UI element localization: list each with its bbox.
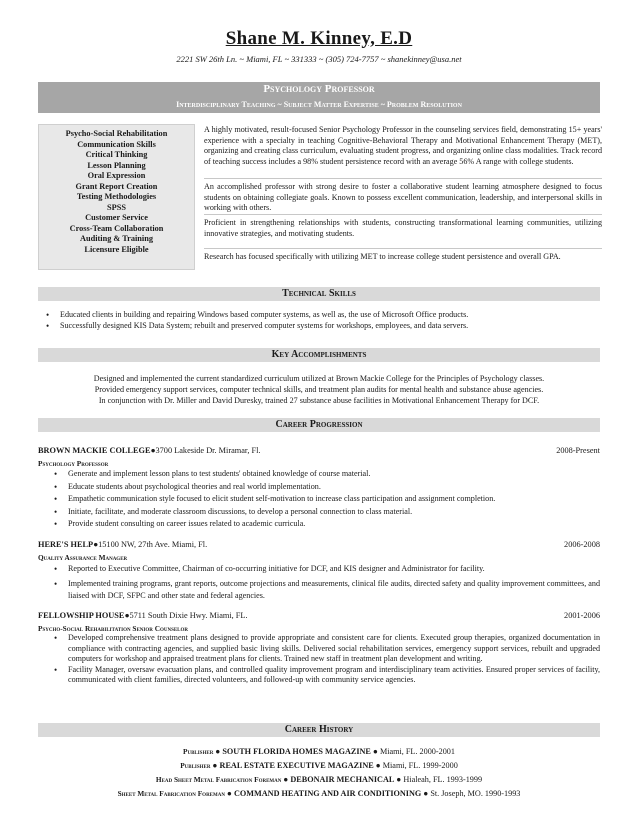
list-item: • Provide student consulting on career issues related to academic curricula. — [46, 519, 600, 530]
job-header: HERE'S HELP●15100 NW, 27th Ave. Miami, Fl. 2006-2008 — [38, 540, 600, 549]
list-item: • Reported to Executive Committee, Chairman of co-occurring initiative for DCF, and KIS designer and Administrator for facility. — [46, 563, 600, 576]
technical-skills-header — [38, 287, 600, 301]
skill-item: Communication Skills — [77, 139, 156, 149]
company-address: 3700 Lakeside Dr. Miramar, Fl. — [155, 446, 261, 455]
history-company: DEBONAIR MECHANICAL — [290, 775, 395, 784]
skill-item: Oral Expression — [87, 171, 146, 180]
career-history-header — [38, 723, 600, 737]
job-dates: 2001-2006 — [564, 611, 600, 620]
company-address: 15100 NW, 27th Ave. Miami, Fl. — [98, 540, 208, 549]
technical-skills-list — [38, 310, 600, 331]
key-accomplishments-header — [38, 348, 600, 362]
skill-item: Critical Thinking — [85, 150, 148, 159]
profile-subtitle: Interdisciplinary Teaching ~ Subject Matter Expertise ~ Problem Resolution — [176, 100, 462, 109]
company-address: 5711 South Dixie Hwy. Miami, FL. — [129, 611, 248, 620]
history-location-dates: Miami, FL. 1999-2000 — [382, 761, 458, 770]
profile-title: Psychology Professor — [263, 83, 375, 95]
candidate-name: Shane M. Kinney, E.D — [225, 28, 413, 49]
skill-item: Licensure Eligible — [84, 244, 149, 254]
job-header: BROWN MACKIE COLLEGE●3700 Lakeside Dr. Miramar, Fl. 2008-Present — [38, 446, 600, 455]
history-entry: Head Sheet Metal Fabrication Foreman ● DEBONAIR MECHANICAL ● Hialeah, FL. 1993-1999 — [155, 775, 483, 784]
summary-paragraph: Research has focused specifically with utilizing MET to increase college student persistence and overall GPA. — [204, 252, 561, 261]
history-location-dates: Hialeah, FL. 1993-1999 — [403, 775, 483, 784]
list-item: • Implemented training programs, grant reports, outcome projections and measurements, clinical file audits, directed safety and quality improvement committees, and liaised with DCF, SFPC and other state and federal agencies. — [46, 578, 600, 603]
history-company: COMMAND HEATING AND AIR CONDITIONING — [234, 789, 422, 798]
history-location-dates: Miami, FL. 2000-2001 — [379, 747, 455, 756]
history-title: Head Sheet Metal Fabrication Foreman — [155, 775, 282, 784]
company-name: FELLOWSHIP HOUSE — [38, 611, 125, 620]
summary-paragraph: A highly motivated, result-focused Senior Psychology Professor in the counseling services field, demonstrating 15+ years' experience with a specialty in teaching Cognitive-Behavioral Therapy and Motivational Enhancement Therapy (MET), organizing and creating class curriculum, evaluating student progress, and organizing online class modalities. Track record of teaching success includes a 98% student persistence record with an average 56% A range with college students. — [204, 125, 602, 166]
career-progression-header — [38, 418, 600, 432]
history-title: Sheet Metal Fabrication Foreman — [117, 789, 225, 798]
skills-box — [38, 124, 195, 270]
section-heading: Career Progression — [275, 419, 363, 430]
history-company: SOUTH FLORIDA HOMES MAGAZINE — [222, 747, 371, 756]
history-title: Publisher — [183, 747, 214, 756]
company-name: HERE'S HELP — [38, 540, 94, 549]
skill-item: Lesson Planning — [87, 160, 146, 170]
job-duties-list — [46, 633, 600, 686]
history-entry: Sheet Metal Fabrication Foreman ● COMMAND HEATING AND AIR CONDITIONING ● St. Joseph, MO. 1990-1993 — [117, 789, 521, 798]
skill-item: Grant Report Creation — [75, 181, 158, 191]
list-item: • Developed comprehensive treatment plans designed to provide appropriate and consistent care for clients. Executed group therapies, organized documentation in compliance with contracting agencies, and supplied basic living skills. Delivered social rehabilitation services, emergency support services, rebuilt and upgraded computers for workshop and appraised treatment plans for clients. Trained new staff in treatment plan development and writing. — [46, 633, 600, 665]
accomplishment-line: Provided emergency support services, computer technical skills, and treatment plan audits for mental health and substance abuse agencies. — [94, 385, 544, 394]
job-role: Psycho-Social Rehabilitation Senior Counselor — [38, 624, 189, 633]
list-item: • Empathetic communication style focused to elicit student self-motivation to increase class participation and assignment completion. — [46, 494, 600, 505]
summary-paragraph: Proficient in strengthening relationships with students, constructing transformational learning communities, utilizing innovative strategies, and motivating students. — [204, 218, 602, 238]
job-header: FELLOWSHIP HOUSE●5711 South Dixie Hwy. Miami, FL. 2001-2006 — [38, 611, 600, 620]
job-dates: 2008-Present — [556, 446, 600, 455]
history-entry: Publisher ● SOUTH FLORIDA HOMES MAGAZINE ● Miami, FL. 2000-2001 — [183, 747, 455, 756]
job-duties-list — [46, 469, 600, 530]
list-item: • Educated clients in building and repairing Windows based computer systems, as well as, the use of Microsoft Office products. — [38, 310, 600, 321]
history-company: REAL ESTATE EXECUTIVE MAGAZINE — [219, 761, 374, 770]
skill-item: SPSS — [107, 202, 126, 212]
skill-item: Psycho-Social Rehabilitation — [65, 129, 168, 138]
job-role: Quality Assurance Manager — [38, 553, 128, 562]
history-entry: Publisher ● REAL ESTATE EXECUTIVE MAGAZINE ● Miami, FL. 1999-2000 — [180, 761, 458, 770]
divider — [204, 178, 602, 179]
job-role: Psychology Professor — [38, 459, 109, 468]
list-item: • Successfully designed KIS Data System; rebuilt and preserved computer systems for workshops, employees, and data servers. — [38, 321, 600, 332]
company-name: BROWN MACKIE COLLEGE — [38, 446, 151, 455]
skill-item: Cross-Team Collaboration — [69, 223, 164, 233]
skill-item: Auditing & Training — [79, 234, 153, 243]
divider — [204, 248, 602, 249]
skill-item: Customer Service — [85, 213, 148, 222]
accomplishment-line: Designed and implemented the current standardized curriculum utilized at Brown Mackie College for the Principles of Psychology classes. — [93, 374, 545, 383]
section-heading: Career History — [284, 724, 354, 735]
list-item: • Generate and implement lesson plans to test students' obtained knowledge of course material. — [46, 469, 600, 480]
skill-item: Testing Methodologies — [76, 192, 157, 201]
profile-title-bar — [38, 82, 600, 97]
section-heading: Key Accomplishments — [271, 349, 367, 360]
job-duties-list — [46, 563, 600, 603]
list-item: • Initiate, facilitate, and moderate classroom discussions, to develop a personal connection to class material. — [46, 507, 600, 518]
list-item: • Facility Manager, oversaw evacuation plans, and controlled quality improvement program and interdisciplinary team activities. Ensured proper services of facility, communicated with client families, directed volunteers, and followed-up with community service agencies. — [46, 665, 600, 686]
list-item: • Educate students about psychological theories and real world implementation. — [46, 482, 600, 493]
history-title: Publisher — [180, 761, 211, 770]
divider — [204, 214, 602, 215]
history-location-dates: St. Joseph, MO. 1990-1993 — [430, 789, 521, 798]
section-heading: Technical Skills — [282, 288, 356, 299]
accomplishment-line: In conjunction with Dr. Miller and David Duresky, trained 27 substance abuse facilities in Motivational Enhancement Therapy for DCF. — [98, 396, 540, 405]
summary-paragraph: An accomplished professor with strong desire to foster a collaborative student learning atmosphere designed to focus students on obtaining collegiate goals. Known to possess excellent communication, leadership, and interpersonal skills in working with others. — [204, 182, 602, 212]
job-dates: 2006-2008 — [564, 540, 600, 549]
contact-line: 2221 SW 26th Ln. ~ Miami, FL ~ 331333 ~ (305) 724-7757 ~ shanekinney@usa.net — [176, 54, 462, 64]
